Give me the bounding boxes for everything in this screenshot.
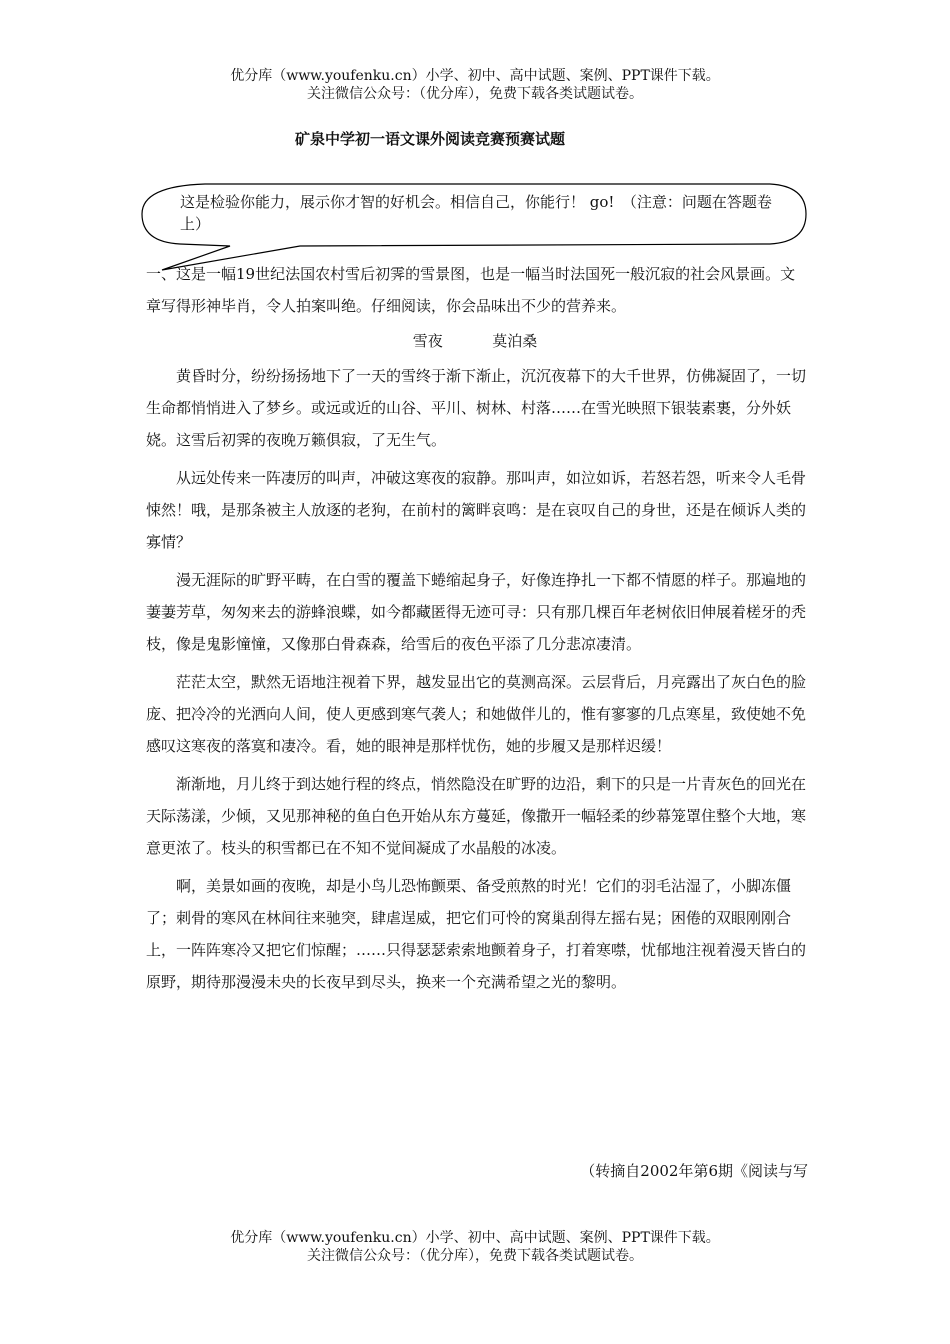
source-note: （转摘自2002年第6期《阅读与写 — [580, 1162, 808, 1180]
section-intro: 一、这是一幅19世纪法国农村雪后初霁的雪景图，也是一幅当时法国死一般沉寂的社会风景画。文章写得形神毕肖，令人拍案叫绝。仔细阅读，你会品味出不少的营养来。 — [146, 265, 796, 315]
paragraph: 渐渐地，月儿终于到达她行程的终点，悄然隐没在旷野的边沿，剩下的只是一片青灰色的回光在天际荡漾，少倾，又见那神秘的鱼白色开始从东方蔓延，像撒开一幅轻柔的纱幕笼罩住整个大地，寒意更浓了。枝头的积雪都已在不知不觉间凝成了水晶般的冰凌。 — [146, 775, 807, 857]
article-title: 雪夜 — [412, 332, 443, 350]
paragraph: 黄昏时分，纷纷扬扬地下了一天的雪终于渐下渐止，沉沉夜幕下的大千世界，仿佛凝固了，一切生命都悄悄进入了梦乡。或远或近的山谷、平川、树林、村落……在雪光映照下银装素裹，分外妖娆。这雪后初霁的夜晚万籁俱寂，了无生气。 — [146, 367, 807, 449]
header-line-2: 关注微信公众号：（优分库），免费下载各类试题试卷。 — [307, 86, 643, 102]
speech-bubble-shape — [0, 0, 950, 300]
paragraph: 从远处传来一阵凄厉的叫声，冲破这寒夜的寂静。那叫声，如泣如诉，若怒若怨，听来令人毛骨悚然！哦，是那条被主人放逐的老狗，在前村的篱畔哀鸣：是在哀叹自己的身世，还是在倾诉人类的寡情？ — [146, 469, 807, 551]
article-heading — [0, 330, 950, 351]
paragraph: 茫茫太空，默然无语地注视着下界，越发显出它的莫测高深。云层背后，月亮露出了灰白色的脸庞、把冷冷的光洒向人间，使人更感到寒气袭人；和她做伴儿的，惟有寥寥的几点寒星，致使她不免感叹这寒夜的落寞和凄冷。看，她的眼神是那样忧伤，她的步履又是那样迟缓！ — [146, 673, 807, 755]
paragraph: 啊，美景如画的夜晚，却是小鸟儿恐怖颤栗、备受煎熬的时光！它们的羽毛沾湿了，小脚冻僵了；刺骨的寒风在林间往来驰突，肆虐逞威，把它们可怜的窝巢刮得左摇右晃；困倦的双眼刚刚合上，一阵阵寒冷又把它们惊醒；……只得瑟瑟索索地颤着身子，打着寒噤，忧郁地注视着漫天皆白的原野，期待那漫漫未央的长夜早到尽头，换来一个充满希望之光的黎明。 — [146, 877, 807, 991]
footer-line-1: 优分库（www.youfenku.cn）小学、初中、高中试题、案例、PPT课件下载。 — [230, 1230, 720, 1246]
article-body — [146, 360, 810, 1004]
speech-bubble-text: 这是检验你能力，展示你才智的好机会。相信自己，你能行！ go! （注意：问题在答题卷上） — [180, 193, 772, 233]
header-line-1: 优分库（www.youfenku.cn）小学、初中、高中试题、案例、PPT课件下载。 — [230, 68, 720, 84]
footer-line-2: 关注微信公众号：（优分库），免费下载各类试题试卷。 — [307, 1248, 643, 1264]
paragraph: 漫无涯际的旷野平畴，在白雪的覆盖下蜷缩起身子，好像连挣扎一下都不情愿的样子。那遍地的萋萋芳草，匆匆来去的游蜂浪蝶，如今都藏匿得无迹可寻：只有那几棵百年老树依旧伸展着槎牙的秃枝，像是鬼影憧憧，又像那白骨森森，给雪后的夜色平添了几分悲凉凄清。 — [146, 571, 807, 653]
page-title: 矿泉中学初一语文课外阅读竞赛预赛试题 — [294, 130, 565, 148]
article-author: 莫泊桑 — [492, 332, 538, 350]
